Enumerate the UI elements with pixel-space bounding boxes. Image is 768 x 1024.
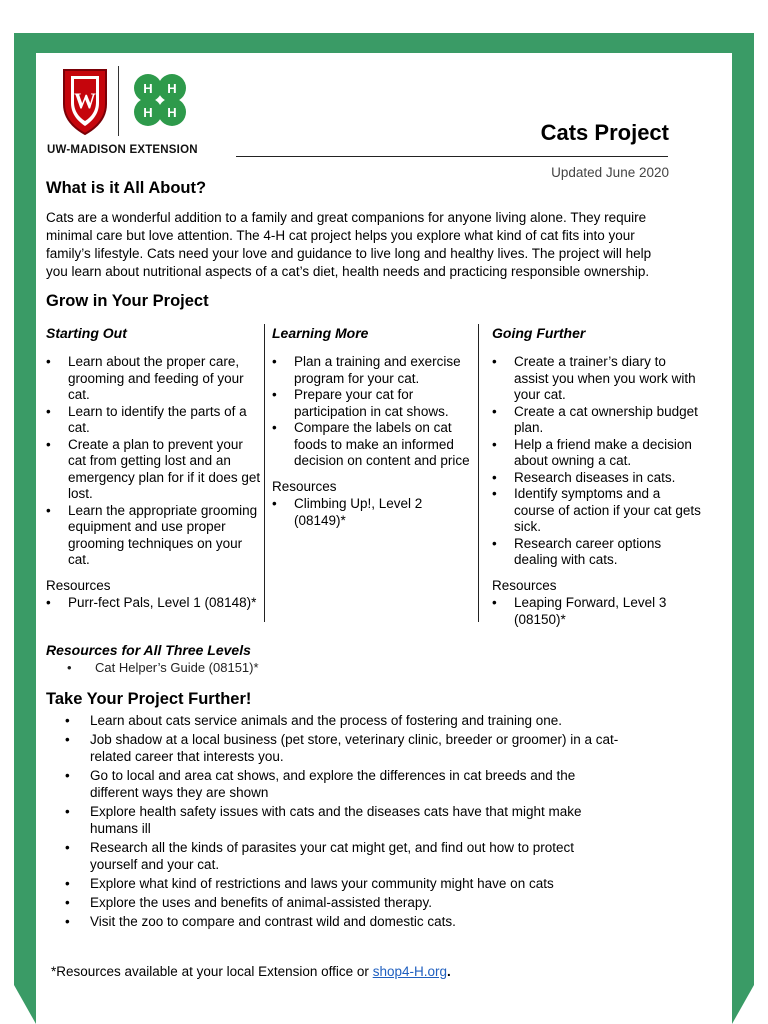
list-item: • Go to local and area cat shows, and explore the differences in cat breeds and the different ways they are shown	[65, 767, 625, 801]
list-item: • Research all the kinds of parasites your cat might get, and find out how to protect yourself and your cat.	[65, 839, 625, 873]
list-item: • Job shadow at a local business (pet store, veterinary clinic, breeder or groomer) in a cat-related career that interests you.	[65, 731, 625, 765]
border-notch-right	[732, 985, 754, 1024]
list-item: • Plan a training and exercise program for your cat.	[272, 354, 477, 387]
resource-item: • Climbing Up!, Level 2 (08149)*	[272, 496, 477, 529]
list-item: • Compare the labels on cat foods to make an informed decision on content and price	[272, 420, 477, 470]
list-item: • Identify symptoms and a course of action if your cat gets sick.	[492, 486, 702, 536]
further-list	[65, 712, 625, 932]
resources-label: Resources	[492, 577, 557, 593]
footnote	[51, 964, 451, 979]
list-item: • Visit the zoo to compare and contrast wild and domestic cats.	[65, 913, 625, 930]
border-notch-left	[14, 985, 36, 1024]
logo-divider	[118, 66, 119, 136]
column-going-further	[492, 354, 702, 628]
list-item: • Learn to identify the parts of a cat.	[46, 404, 264, 437]
list-item: • Create a cat ownership budget plan.	[492, 404, 702, 437]
column-learning-more	[272, 354, 477, 529]
all-levels-list	[67, 660, 259, 677]
shop-link[interactable]: shop4-H.org	[372, 964, 447, 979]
all-levels-heading: Resources for All Three Levels	[46, 642, 251, 658]
list-item: • Create a trainer’s diary to assist you when you work with your cat.	[492, 354, 702, 404]
column-heading-going-further: Going Further	[492, 325, 586, 341]
clover-letter: H	[143, 105, 153, 120]
list-item: • Help a friend make a decision about owning a cat.	[492, 437, 702, 470]
column-starting-out	[46, 354, 264, 612]
resources-label: Resources	[272, 478, 337, 494]
resource-item: • Purr-fect Pals, Level 1 (08148)*	[46, 595, 264, 612]
intro-paragraph: Cats are a wonderful addition to a family and great companions for anyone living alone. They require minimal care but love attention. The 4-H cat project helps you explore what kind of cat fits into your family’s lifestyle. Cats need your love and guidance to live long and healthy lives. The project will help you learn about nutritional aspects of a cat’s diet, health needs and practicing responsible ownership.	[46, 210, 652, 279]
list-item: • Learn about the proper care, grooming and feeding of your cat.	[46, 354, 264, 404]
footnote-text: *Resources available at your local Extension office or	[51, 964, 373, 979]
list-item: • Learn the appropriate grooming equipment and use proper grooming techniques on your cat.	[46, 503, 264, 569]
title-rule	[236, 156, 668, 157]
resource-item: • Cat Helper’s Guide (08151)*	[67, 660, 259, 677]
clover-letter: H	[143, 81, 153, 96]
org-name: UW-MADISON EXTENSION	[47, 144, 198, 156]
list-item: • Research diseases in cats.	[492, 470, 702, 487]
list-item: • Learn about cats service animals and the process of fostering and training one.	[65, 712, 625, 729]
column-heading-starting-out: Starting Out	[46, 325, 127, 341]
uw-crest-logo	[60, 66, 110, 136]
clover-letter: H	[167, 105, 177, 120]
clover-letter: H	[167, 81, 177, 96]
crest-letter: W	[74, 88, 96, 113]
updated-date: Updated June 2020	[551, 165, 669, 180]
page-title: Cats Project	[540, 120, 669, 145]
further-heading: Take Your Project Further!	[46, 690, 252, 708]
resources-label: Resources	[46, 577, 111, 593]
grow-heading: Grow in Your Project	[46, 292, 209, 310]
intro-heading: What is it All About?	[46, 179, 207, 197]
list-item: • Explore what kind of restrictions and laws your community might have on cats	[65, 875, 625, 892]
list-item: • Research career options dealing with cats.	[492, 536, 702, 569]
list-item: • Explore the uses and benefits of animal-assisted therapy.	[65, 894, 625, 911]
list-item: • Prepare your cat for participation in cat shows.	[272, 387, 477, 420]
list-item: • Create a plan to prevent your cat from getting lost and an emergency plan for if it does get lost.	[46, 437, 264, 503]
list-item: • Explore health safety issues with cats and the diseases cats have that might make humans ill	[65, 803, 625, 837]
column-heading-learning-more: Learning More	[272, 325, 369, 341]
resource-item: • Leaping Forward, Level 3 (08150)*	[492, 595, 702, 628]
column-divider	[478, 324, 479, 622]
four-h-clover-logo	[126, 66, 194, 134]
footnote-end: .	[446, 964, 451, 979]
column-divider	[264, 324, 265, 622]
